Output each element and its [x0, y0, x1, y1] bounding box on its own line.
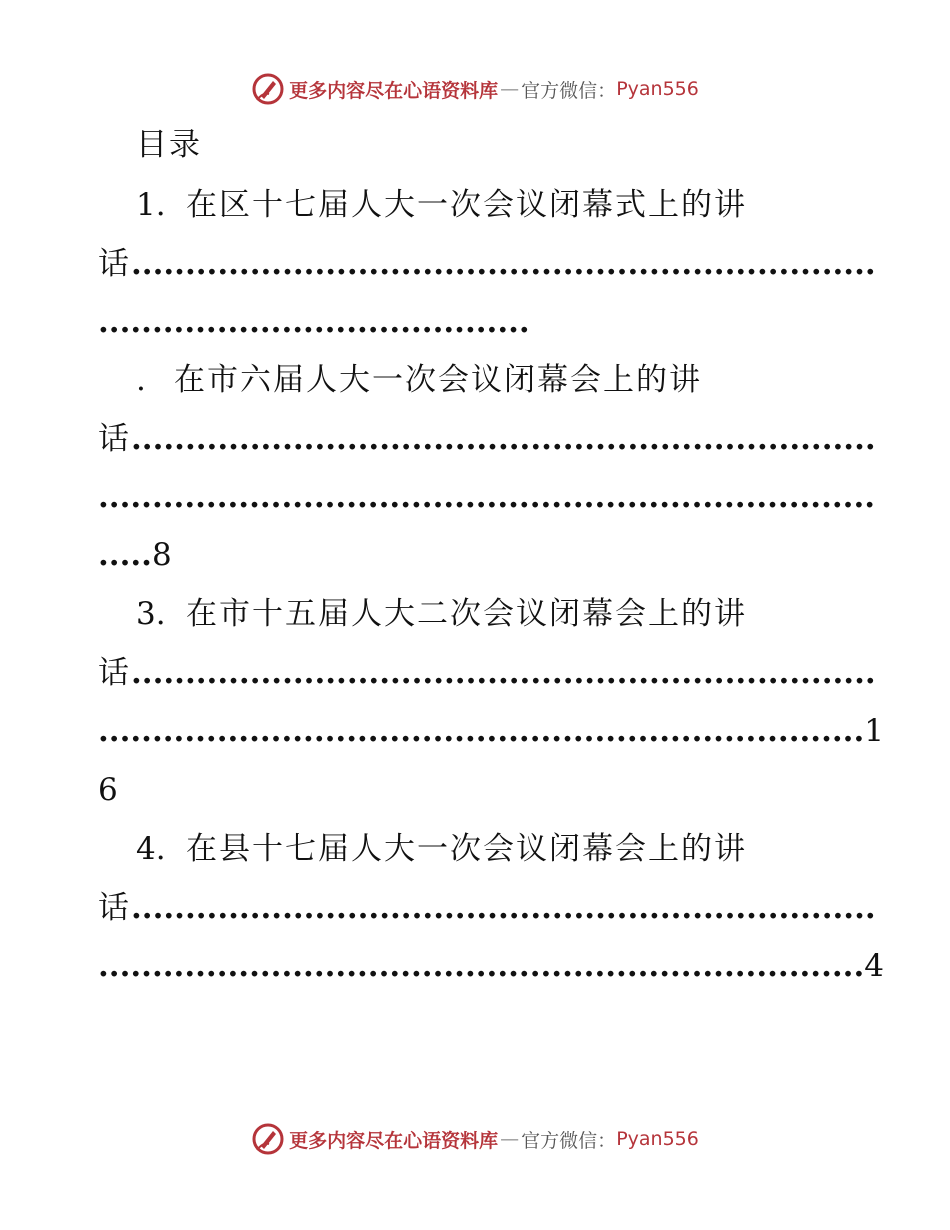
- toc-entry-3-leader-line: [98, 653, 876, 693]
- footer-banner: [0, 1122, 950, 1156]
- banner-separator: —: [500, 1128, 520, 1150]
- toc-entry-number: 1.: [136, 187, 166, 223]
- toc-entry-1-leader-line: [98, 244, 876, 284]
- dot-leader: ........................................: [98, 304, 530, 340]
- toc-entry-2-leader-line-3: [98, 535, 848, 575]
- banner-wechat-id: Pyan556: [616, 1128, 699, 1150]
- dot-leader: .......................................................................: [98, 713, 865, 749]
- toc-entry-page-part2: 6: [98, 772, 118, 808]
- banner-sub-text: 官方微信：: [521, 79, 617, 102]
- banner-wechat-id: Pyan556: [616, 78, 699, 100]
- toc-entry-2-heading: [136, 360, 846, 400]
- toc-entry-lead-char: 话: [98, 655, 131, 691]
- toc-title: 目录: [136, 127, 202, 163]
- dot-leader: .....................................................................: [131, 421, 876, 457]
- toc-entry-4-leader-line: [98, 888, 876, 928]
- toc-entry-2-leader-line-2: [98, 477, 876, 517]
- toc-entry-4-leader-line-2: [98, 946, 885, 986]
- dot-leader: .....................................................................: [131, 890, 876, 926]
- toc-entry-title: 在区十七届人大一次会议闭幕式上的讲: [186, 187, 747, 223]
- dot-leader: ........................................................................: [98, 479, 876, 515]
- banner-sub-text: 官方微信：: [521, 1129, 617, 1152]
- toc-entry-4-heading: [136, 829, 846, 869]
- toc-entry-page: 8: [151, 537, 172, 573]
- toc-entry-page-part1: 1: [864, 713, 885, 749]
- toc-entry-3-heading: [136, 594, 846, 634]
- toc-entry-number: 3.: [136, 596, 166, 632]
- toc-entry-1-heading: [136, 185, 846, 225]
- toc-entry-title: 在县十七届人大一次会议闭幕会上的讲: [186, 831, 747, 867]
- toc-entry-number: .: [136, 362, 146, 398]
- toc-entry-2-leader-line: [98, 419, 876, 459]
- toc-entry-title: 在市十五届人大二次会议闭幕会上的讲: [186, 596, 747, 632]
- banner-separator: —: [500, 78, 520, 100]
- dot-leader: .....................................................................: [131, 655, 876, 691]
- toc-entry-3-page-wrap: [98, 770, 848, 810]
- pen-logo-icon: [251, 72, 285, 106]
- dot-leader: .......................................................................: [98, 948, 865, 984]
- toc-entry-3-leader-line-2: [98, 711, 885, 751]
- toc-entry-page: 4: [864, 948, 885, 984]
- toc-entry-lead-char: 话: [98, 890, 131, 926]
- banner-main-text: 更多内容尽在心语资料库: [289, 79, 499, 102]
- toc-entry-title: 在市六届人大一次会议闭幕会上的讲: [174, 362, 702, 398]
- dot-leader: .....: [98, 537, 152, 573]
- toc-entry-lead-char: 话: [98, 246, 131, 282]
- header-banner: [0, 72, 950, 106]
- toc-entry-1-leader-line-2: [98, 302, 848, 342]
- toc-entry-lead-char: 话: [98, 421, 131, 457]
- banner-main-text: 更多内容尽在心语资料库: [289, 1129, 499, 1152]
- dot-leader: .....................................................................: [131, 246, 876, 282]
- pen-logo-icon: [251, 1122, 285, 1156]
- toc-entry-number: 4.: [136, 831, 166, 867]
